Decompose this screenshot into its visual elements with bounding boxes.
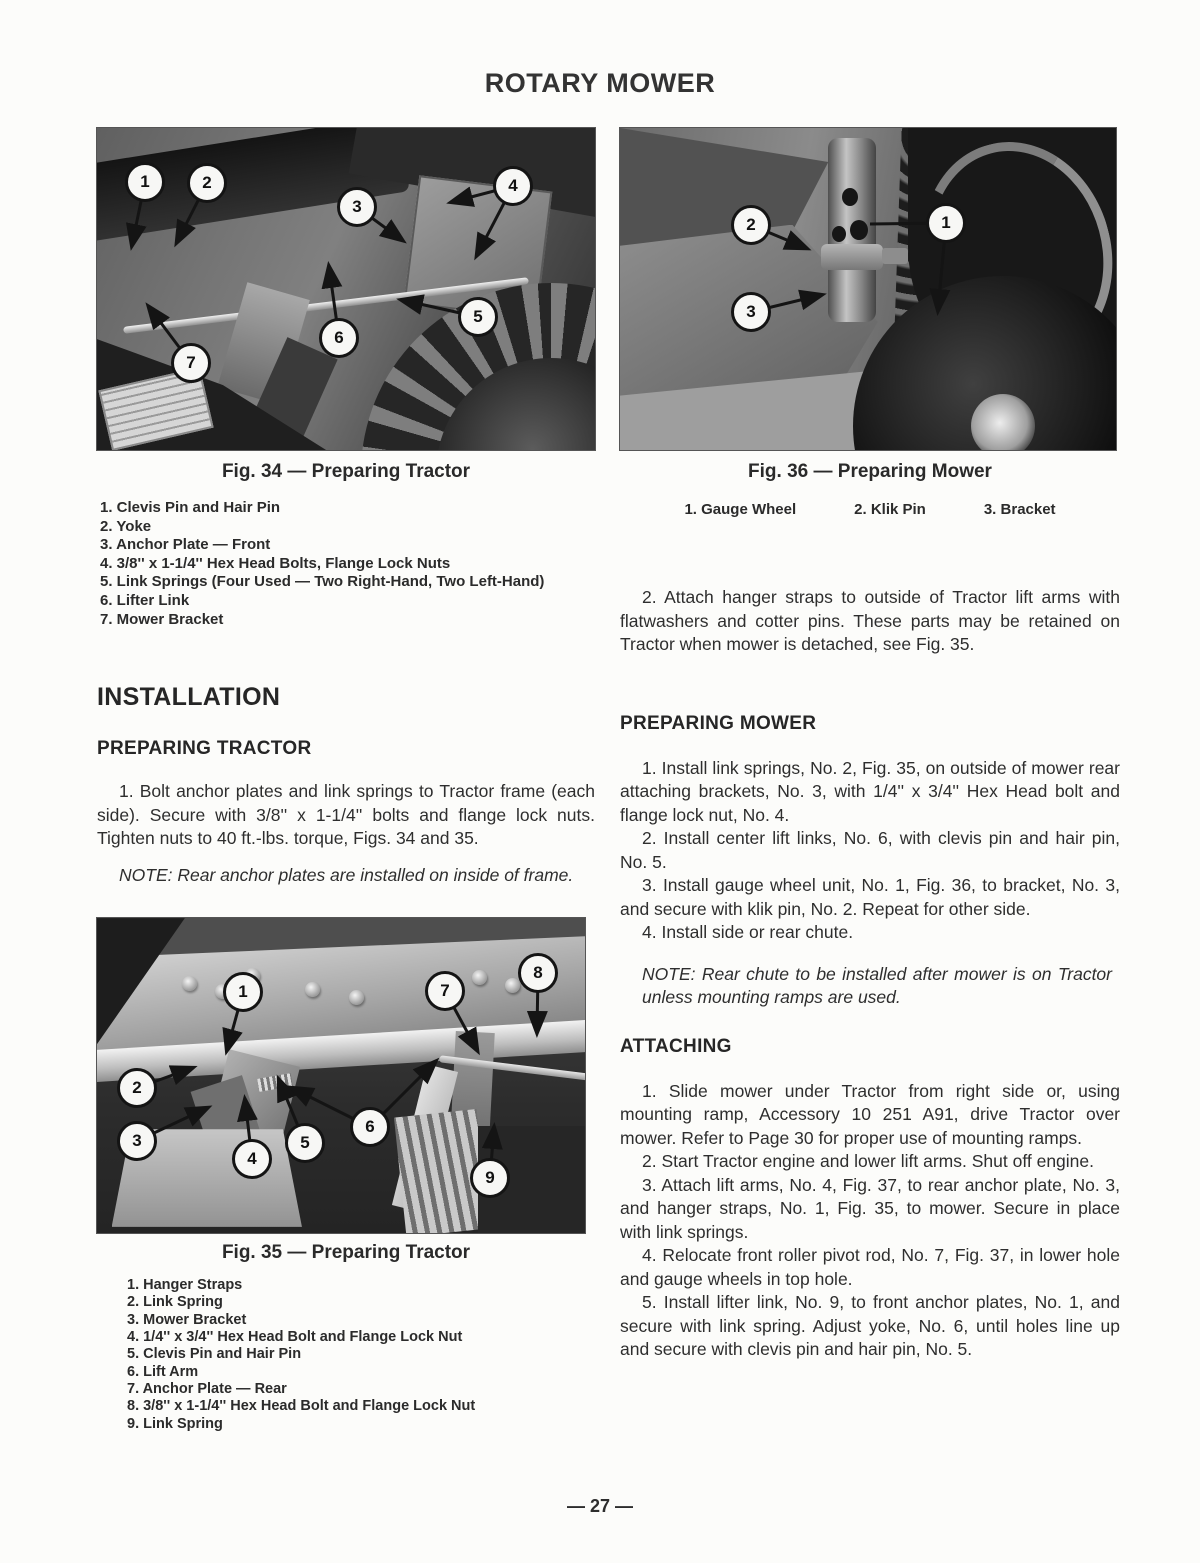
part-item: 6. Lift Arm (127, 1363, 199, 1380)
callout-label: 5 (473, 307, 483, 326)
figure-34-photo (97, 128, 595, 450)
part-item: 8. 3/8'' x 1-1/4'' Hex Head Bolt and Flange Lock Nut (127, 1398, 476, 1415)
callout-4 (493, 166, 533, 206)
callout-6 (319, 318, 359, 358)
figure-34-caption: Fig. 34 — Preparing Tractor (221, 461, 471, 482)
preparing-tractor-heading: PREPARING TRACTOR (97, 738, 312, 760)
preparing-mower-step: 3. Install gauge wheel unit, No. 1, Fig. 36, to bracket, No. 3, and secure with klik pin, No. 2. Repeat for other side. (620, 875, 1120, 919)
attaching-step: 2. Start Tractor engine and lower lift arms. Shut off engine. (642, 1151, 1095, 1171)
page-number: — 27 — (566, 1496, 634, 1516)
attaching-step: 1. Slide mower under Tractor from right side or, using mounting ramp, Accessory 10 251 A91, drive Tractor over mower. Refer to Page 30 for proper use of mounting ramps. (620, 1080, 1120, 1148)
figure-34-parts-list (97, 499, 595, 629)
callout-label: 1 (140, 172, 150, 191)
callout-label: 9 (485, 1168, 495, 1188)
page-title: ROTARY MOWER (484, 68, 716, 98)
callout-1 (926, 203, 966, 243)
preparing-mower-heading: PREPARING MOWER (620, 712, 817, 734)
callout-3 (337, 187, 377, 227)
attaching-step: 5. Install lifter link, No. 9, to front anchor plates, No. 1, and secure with link spring. Adjust yoke, No. 6, until holes line up and secure with clevis pin and hair pin, No. 5. (620, 1292, 1120, 1359)
callout-label: 6 (365, 1117, 375, 1137)
callout-label: 7 (440, 981, 450, 1001)
figure-36-photo (620, 128, 1116, 450)
part-item: 5. Link Springs (Four Used — Two Right-Hand, Two Left-Hand) (100, 573, 545, 591)
callout-label: 1 (941, 213, 951, 232)
callout-3 (117, 1121, 157, 1161)
part-item: 2. Yoke (100, 517, 152, 535)
attaching-heading: ATTACHING (620, 1035, 732, 1057)
callout-8 (518, 953, 558, 993)
part-item: 5. Clevis Pin and Hair Pin (127, 1346, 302, 1363)
preparing-mower-step: 2. Install center lift links, No. 6, with clevis pin and hair pin, No. 5. (620, 828, 1120, 872)
part-item: 3. Anchor Plate — Front (100, 536, 271, 554)
callout-arrows (97, 918, 585, 1233)
preparing-tractor-note: NOTE: Rear anchor plates are installed on inside of frame. (119, 864, 574, 885)
figure-36-caption: Fig. 36 — Preparing Mower (748, 461, 992, 482)
attaching-step: 4. Relocate front roller pivot rod, No. 7, Fig. 37, in lower hole and gauge wheels in top hole. (620, 1245, 1120, 1289)
installation-heading: INSTALLATION (97, 683, 281, 712)
callout-1 (223, 972, 263, 1012)
part-item: 2. Link Spring (127, 1294, 223, 1311)
figure-36-parts-list (620, 501, 1120, 518)
callout-1 (125, 162, 165, 202)
preparing-tractor-step-2: 2. Attach hanger straps to outside of Tractor lift arms with flatwashers and cotter pins. These parts may be retained on Tractor when mower is detached, see Fig. 35. (620, 587, 1120, 654)
callout-label: 4 (247, 1149, 257, 1169)
callout-label: 3 (352, 197, 362, 216)
figure-35-caption: Fig. 35 — Preparing Tractor (221, 1242, 471, 1264)
figure-35-photo (97, 918, 585, 1233)
callout-label: 6 (334, 328, 344, 347)
part-item: 3. Bracket (983, 501, 1056, 518)
callout-label: 1 (238, 982, 248, 1002)
preparing-mower-step: 1. Install link springs, No. 2, Fig. 35, on outside of mower rear attaching brackets, No. 3, with 1/4'' x 3/4'' Hex Head bolt and flange lock nut, No. 4. (620, 757, 1120, 825)
callout-label: 4 (508, 176, 518, 195)
part-item: 4. 1/4'' x 3/4'' Hex Head Bolt and Flange Lock Nut (127, 1329, 463, 1346)
callout-7 (171, 343, 211, 383)
callout-label: 5 (300, 1133, 310, 1153)
callout-2 (731, 205, 771, 245)
figure-35-parts-list (97, 1277, 595, 1433)
callout-label: 3 (746, 302, 756, 321)
callout-arrows (620, 128, 1116, 450)
callout-3 (731, 292, 771, 332)
part-item: 1. Clevis Pin and Hair Pin (100, 499, 281, 516)
part-item: 1. Hanger Straps (127, 1277, 243, 1294)
preparing-tractor-step-1: 1. Bolt anchor plates and link springs to Tractor frame (each side). Secure with 3/8'' x 1-1/4'' bolts and flange lock nuts. Tighten nuts to 40 ft.-lbs. torque, Figs. 34 and 35. (97, 781, 595, 849)
right-column (620, 0, 1120, 1362)
part-item: 6. Lifter Link (100, 591, 190, 609)
part-item: 4. 3/8'' x 1-1/4'' Hex Head Bolts, Flange Lock Nuts (100, 554, 451, 572)
callout-label: 2 (202, 173, 212, 192)
callout-label: 8 (533, 963, 543, 983)
callout-label: 3 (132, 1131, 142, 1151)
callout-5 (458, 297, 498, 337)
attaching-step: 3. Attach lift arms, No. 4, Fig. 37, to rear anchor plate, No. 3, and hanger straps, No. 1, Fig. 35, to mower. Secure in place with link springs. (620, 1174, 1120, 1242)
preparing-mower-step: 4. Install side or rear chute. (642, 922, 854, 942)
callout-2 (117, 1068, 157, 1108)
callout-4 (232, 1139, 272, 1179)
callout-5 (285, 1123, 325, 1163)
part-item: 7. Anchor Plate — Rear (127, 1380, 287, 1397)
preparing-mower-note: NOTE: Rear chute to be installed after mower is on Tractor unless mounting ramps are used. (642, 963, 1112, 1007)
part-item: 1. Gauge Wheel (684, 501, 797, 518)
part-item: 9. Link Spring (127, 1415, 223, 1432)
callout-7 (425, 971, 465, 1011)
part-item: 3. Mower Bracket (127, 1311, 247, 1328)
callout-9 (470, 1158, 510, 1198)
callout-6 (350, 1107, 390, 1147)
left-column (97, 0, 595, 1433)
callout-label: 2 (746, 215, 756, 234)
part-item: 2. Klik Pin (854, 501, 926, 518)
callout-2 (187, 163, 227, 203)
callout-label: 2 (132, 1078, 142, 1098)
part-item: 7. Mower Bracket (100, 610, 224, 628)
callout-label: 7 (186, 353, 196, 372)
